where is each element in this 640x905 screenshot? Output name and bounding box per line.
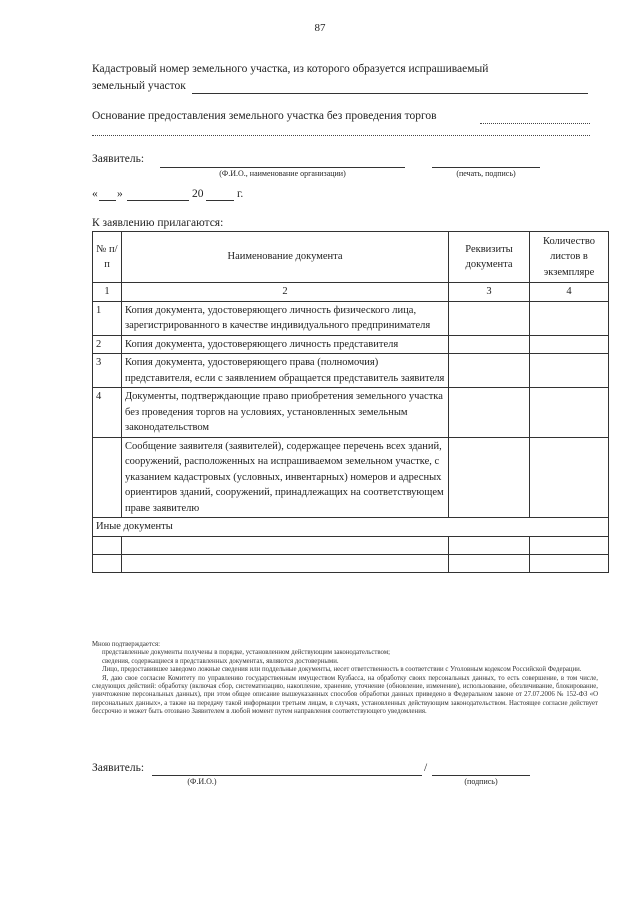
cadastral-line-1: Кадастровый номер земельного участка, из которого образуется испрашиваемый [92, 63, 489, 75]
date-year-field[interactable] [206, 200, 234, 201]
row-num: 4 [93, 388, 122, 438]
note-item: Я, даю свое согласие Комитету по управлению государственным имуществом Кузбасса, на обработку своих персональных данных, то есть совершение, в том числе, следующих действий: обработку (включая сбор, систематизацию, накопление, хранение, уточнение (обновление, изменение), использование, обезличивание, блокирование, уничтожение персональных данных), при этом общее описание вышеуказанных способов обработки данных приведено в Федеральном законе от 27.07.2006 № 152-ФЗ «О персональных данных», а также на передачу такой информации третьим лицам, в случаях, установленных действующим законодательством. Настоящее согласие действует бессрочно и может быть отозвано Заявителем в любой момент путем направления соответствующего уведомления. [92, 674, 598, 716]
applicant-label: Заявитель: [92, 153, 145, 165]
table-row-other-docs [93, 518, 609, 537]
basis-label: Основание предоставления земельного участка без проведения торгов [92, 110, 437, 122]
row-doc-details-cell[interactable] [449, 437, 530, 518]
row-sheet-count-cell[interactable] [530, 388, 609, 438]
table-row [93, 301, 609, 335]
applicant-name-caption: (Ф.И.О., наименование организации) [219, 169, 346, 178]
date-month-field[interactable] [127, 200, 189, 201]
page-number: 87 [314, 22, 326, 34]
signature-fio-field[interactable] [152, 775, 422, 776]
header-sheet-count: Количество листов в экземпляре [530, 232, 609, 283]
header-num: № п/п [93, 232, 122, 283]
date-day-field[interactable] [99, 200, 116, 201]
row-num: 2 [93, 335, 122, 354]
signature-sign-caption: (подпись) [464, 777, 498, 786]
row-doc-details-cell[interactable] [449, 388, 530, 438]
date-close-quote: » [117, 188, 123, 200]
attachments-table [92, 231, 609, 573]
col-number-2: 2 [122, 283, 449, 302]
date-year-prefix: 20 [192, 188, 204, 200]
table-row [93, 437, 609, 518]
signature-fio-caption: (Ф.И.О.) [187, 777, 217, 786]
row-doc-details-cell[interactable] [449, 354, 530, 388]
row-doc-name: Копия документа, удостоверяющего личность физического лица, зарегистрированного в качестве индивидуального предпринимателя [122, 301, 449, 335]
row-sheet-count-cell[interactable] [530, 335, 609, 354]
row-num: 3 [93, 354, 122, 388]
notes-title: Мною подтверждается: [92, 641, 160, 648]
row-doc-name: Копия документа, удостоверяющего личность представителя [122, 335, 449, 354]
table-row [93, 354, 609, 388]
empty-cell[interactable] [122, 536, 449, 554]
signature-label: Заявитель: [92, 762, 145, 774]
row-num [93, 437, 122, 518]
applicant-name-field[interactable] [160, 167, 405, 168]
row-doc-details-cell[interactable] [449, 301, 530, 335]
empty-cell[interactable] [530, 536, 609, 554]
col-number-4: 4 [530, 283, 609, 302]
applicant-sign-caption: (печать, подпись) [456, 169, 516, 178]
table-row-empty [93, 554, 609, 572]
note-item: Лицо, предоставившее заведомо ложные сведения или поддельные документы, несет ответственность в соответствии с Уголовным кодексом Российской Федерации. [102, 666, 582, 674]
table-column-numbers-row [93, 283, 609, 302]
confirmation-notes [92, 641, 598, 717]
basis-field-continued[interactable] [92, 135, 590, 136]
header-doc-details: Реквизиты документа [449, 232, 530, 283]
note-item: представленные документы получены в порядке, установленном действующим законодательством; [102, 649, 391, 657]
row-doc-name: Копия документа, удостоверяющего права (полномочия) представителя, если с заявлением обращается представитель заявителя [122, 354, 449, 388]
empty-cell[interactable] [449, 536, 530, 554]
date-year-suffix: г. [237, 188, 244, 200]
applicant-sign-field[interactable] [432, 167, 540, 168]
row-num: 1 [93, 301, 122, 335]
table-row [93, 335, 609, 354]
signature-sign-field[interactable] [432, 775, 530, 776]
other-docs-label: Иные документы [93, 518, 609, 537]
empty-cell[interactable] [122, 554, 449, 572]
note-item: сведения, содержащиеся в представленных документах, являются достоверными. [102, 657, 339, 665]
table-header-row [93, 232, 609, 283]
row-sheet-count-cell[interactable] [530, 301, 609, 335]
date-open-quote: « [92, 188, 98, 200]
empty-cell[interactable] [93, 554, 122, 572]
empty-cell[interactable] [93, 536, 122, 554]
row-doc-name: Сообщение заявителя (заявителей), содержащее перечень всех зданий, сооружений, расположенных на испрашиваемом земельном участке, с указанием кадастровых (условных, инвентарных) номеров и адресных ориентиров зданий, сооружений, принадлежащих на соответствующем праве заявителю [122, 437, 449, 518]
signature-separator: / [424, 762, 428, 774]
row-doc-name: Документы, подтверждающие право приобретения земельного участка без проведения торгов на условиях, установленных земельным законодательством [122, 388, 449, 438]
col-number-3: 3 [449, 283, 530, 302]
attachments-title: К заявлению прилагаются: [92, 217, 224, 229]
row-doc-details-cell[interactable] [449, 335, 530, 354]
col-number-1: 1 [93, 283, 122, 302]
row-sheet-count-cell[interactable] [530, 437, 609, 518]
basis-field[interactable] [480, 123, 590, 124]
header-doc-name: Наименование документа [122, 232, 449, 283]
row-sheet-count-cell[interactable] [530, 354, 609, 388]
empty-cell[interactable] [449, 554, 530, 572]
table-row [93, 388, 609, 438]
cadastral-line-2: земельный участок [92, 80, 186, 92]
empty-cell[interactable] [530, 554, 609, 572]
table-row-empty [93, 536, 609, 554]
cadastral-number-field[interactable] [192, 93, 588, 94]
